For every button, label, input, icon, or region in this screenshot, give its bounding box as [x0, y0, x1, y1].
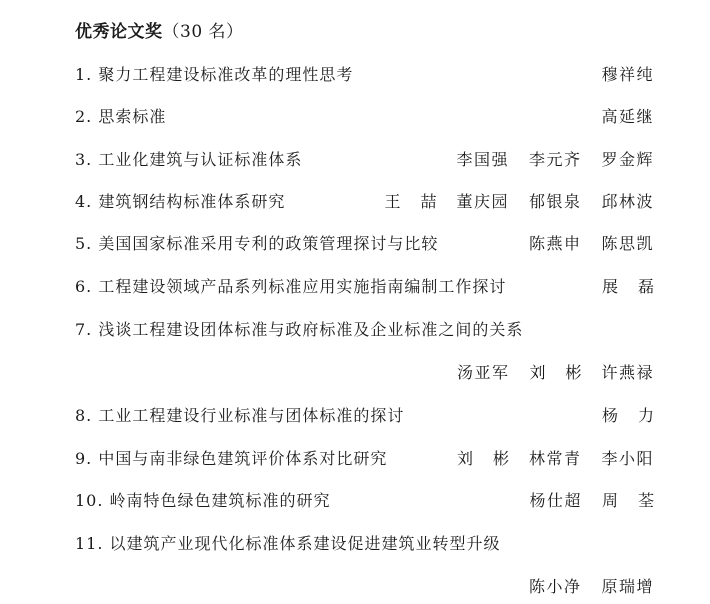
- author-name: 穆祥纯: [601, 65, 654, 84]
- entry-authors: [529, 489, 674, 513]
- entry-number: 9.: [75, 449, 93, 468]
- entry-authors: [601, 404, 674, 428]
- author-name: 林常青: [528, 449, 582, 468]
- entry-title-line: [75, 63, 353, 87]
- entry-title-line: [75, 489, 331, 513]
- entry-number: 4.: [75, 192, 93, 211]
- author-name: 刘彬: [529, 363, 602, 382]
- entry-title: 工业化建筑与认证标准体系: [98, 150, 303, 169]
- entry-title-line: [75, 190, 285, 214]
- entry-authors: [384, 190, 654, 214]
- author-name: 李小阳: [601, 449, 654, 468]
- section-title: 优秀论文奖: [75, 22, 163, 42]
- author-name: 杨仕超: [529, 491, 582, 510]
- author-name: 杨力: [601, 406, 674, 425]
- entry-number: 1.: [75, 65, 93, 84]
- entry-title: 建筑钢结构标准体系研究: [98, 192, 286, 211]
- entry-title: 聚力工程建设标准改革的理性思考: [98, 65, 354, 84]
- author-name: 陈小净: [528, 577, 582, 596]
- entry-title: 思索标准: [98, 107, 167, 126]
- entry-number: 11.: [75, 534, 104, 553]
- author-name: 周荃: [601, 491, 674, 510]
- author-name: 王喆: [384, 192, 457, 211]
- author-name: 陈思凯: [601, 234, 654, 253]
- author-name: 汤亚军: [456, 363, 510, 382]
- author-name: 董庆园: [456, 192, 509, 211]
- entry-number: 8.: [75, 406, 93, 425]
- entry-authors: [529, 575, 654, 599]
- author-name: 罗金辉: [601, 150, 654, 169]
- entry-number: 3.: [75, 150, 93, 169]
- author-name: 郁银泉: [528, 192, 582, 211]
- author-name: 陈燕申: [528, 234, 582, 253]
- entry-number: 2.: [75, 107, 93, 126]
- entry-title-line: [75, 275, 506, 299]
- entry-title: 岭南特色绿色建筑标准的研究: [109, 491, 331, 510]
- entry-number: 6.: [75, 277, 93, 296]
- entry-authors: [457, 447, 654, 471]
- entry-authors: [601, 105, 654, 129]
- entry-title: 中国与南非绿色建筑评价体系对比研究: [98, 449, 388, 468]
- entry-title: 浅谈工程建设团体标准与政府标准及企业标准之间的关系: [98, 320, 524, 339]
- entry-number: 10.: [75, 491, 104, 510]
- entry-number: 7.: [75, 320, 93, 339]
- author-name: 邱林波: [601, 192, 654, 211]
- author-name: 原瑞增: [601, 577, 654, 596]
- author-name: 刘彬: [456, 449, 529, 468]
- author-name: 展磊: [601, 277, 674, 296]
- entry-title: 工程建设领域产品系列标准应用实施指南编制工作探讨: [98, 277, 507, 296]
- entry-title-line: [75, 532, 501, 556]
- author-name: 许燕禄: [601, 363, 654, 382]
- author-name: 李国强: [456, 150, 509, 169]
- entry-authors: [457, 361, 654, 385]
- entry-title-line: [75, 232, 438, 256]
- entry-title: 以建筑产业现代化标准体系建设促进建筑业转型升级: [109, 534, 501, 553]
- entry-title-line: [75, 105, 166, 129]
- section-count: （30 名）: [162, 22, 244, 42]
- author-name: 李元齐: [528, 150, 582, 169]
- entry-title-line: [75, 447, 387, 471]
- entry-authors: [529, 232, 654, 256]
- entry-title: 工业工程建设行业标准与团体标准的探讨: [98, 406, 405, 425]
- entry-authors: [456, 148, 654, 172]
- entry-number: 5.: [75, 234, 93, 253]
- author-name: 高延继: [601, 107, 654, 126]
- section-heading: [75, 17, 244, 42]
- entry-title-line: [75, 318, 523, 342]
- entry-authors: [601, 63, 654, 87]
- entry-title-line: [75, 148, 302, 172]
- entry-title: 美国国家标准采用专利的政策管理探讨与比较: [98, 234, 439, 253]
- entry-authors: [601, 275, 674, 299]
- entry-title-line: [75, 404, 404, 428]
